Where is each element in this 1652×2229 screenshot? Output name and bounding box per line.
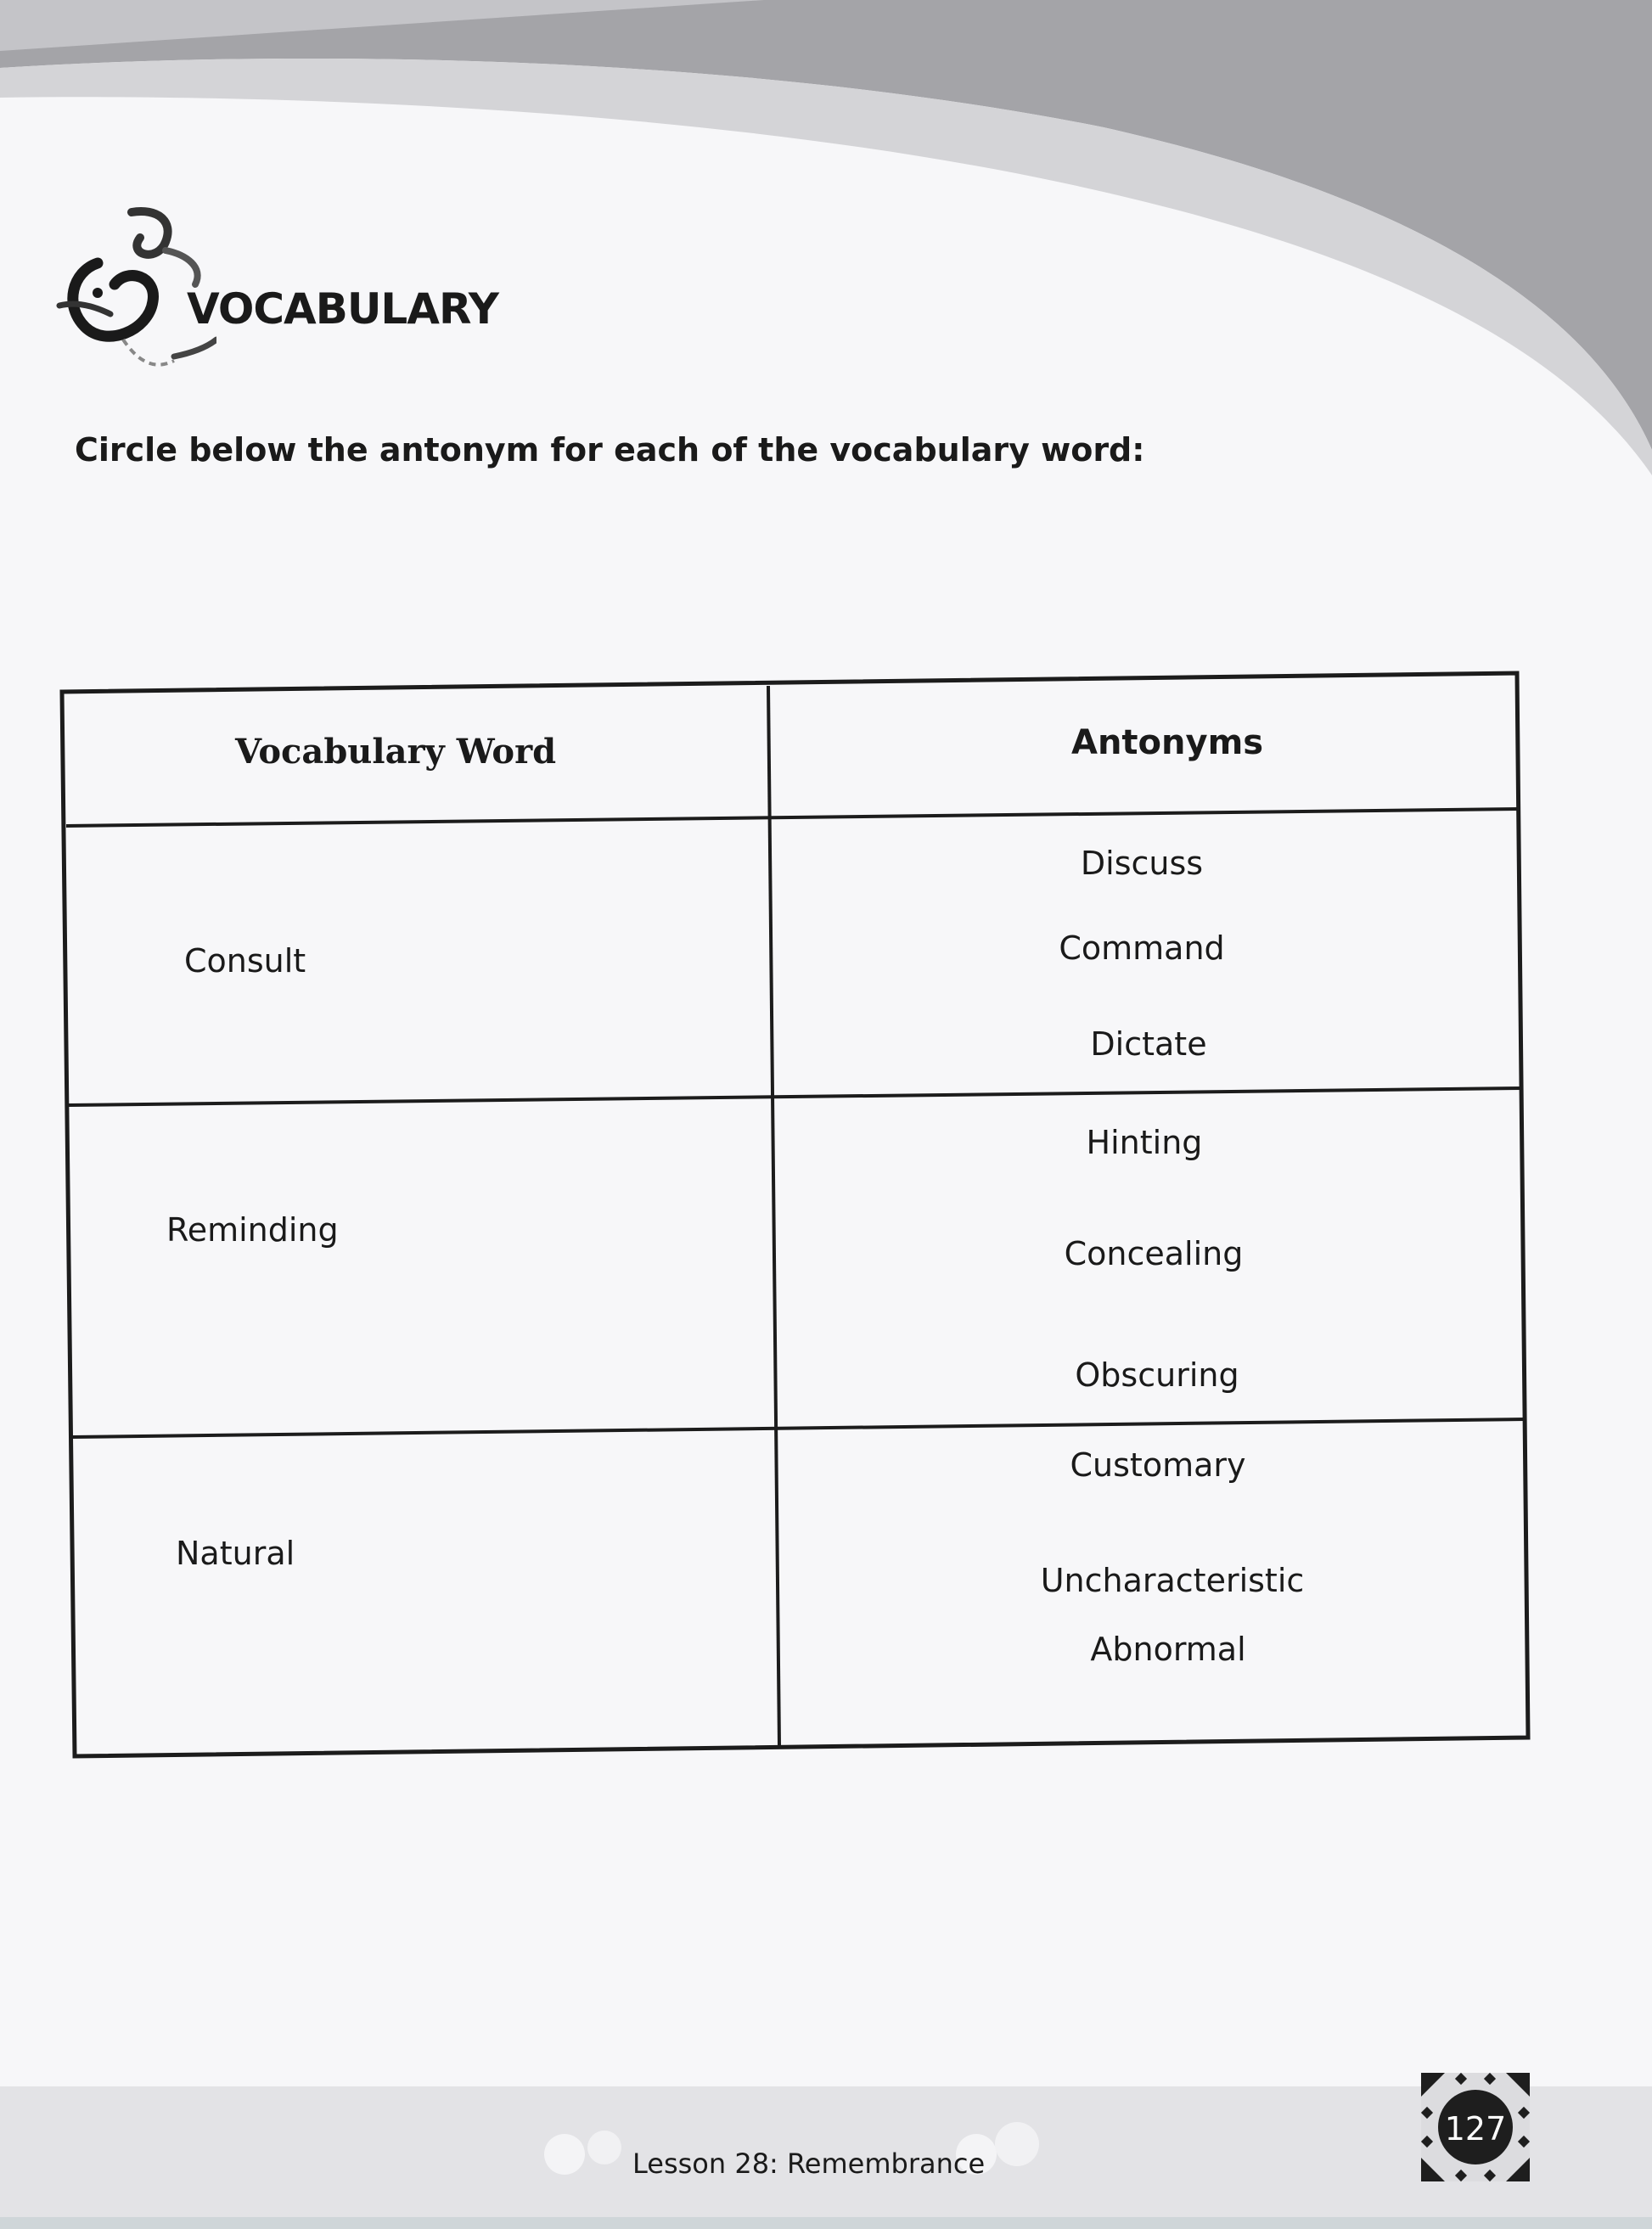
lesson-label: Lesson 28: Remembrance — [632, 2148, 986, 2180]
footer-dot — [544, 2134, 585, 2175]
vocab-word-reminding: Reminding — [166, 1211, 339, 1249]
vocab-word-natural: Natural — [176, 1535, 295, 1572]
antonym-option[interactable]: Abnormal — [1090, 1631, 1246, 1668]
footer-dot — [995, 2122, 1039, 2166]
antonym-option[interactable]: Command — [1059, 929, 1225, 967]
footer-band-edge — [0, 2217, 1652, 2229]
antonym-option[interactable]: Dictate — [1090, 1025, 1207, 1063]
antonym-option[interactable]: Customary — [1070, 1446, 1246, 1484]
antonym-option[interactable]: Concealing — [1064, 1235, 1244, 1272]
section-title: VOCABULARY — [187, 284, 498, 334]
instruction-text: Circle below the antonym for each of the vocabulary word: — [75, 431, 1145, 469]
antonym-option[interactable]: Hinting — [1086, 1124, 1203, 1161]
section-header — [47, 204, 498, 382]
antonym-option[interactable]: Discuss — [1080, 845, 1204, 882]
vocab-word-consult: Consult — [184, 942, 306, 980]
header-antonyms: Antonyms — [1071, 723, 1264, 762]
footer-dot — [587, 2131, 621, 2164]
antonym-option[interactable]: Obscuring — [1075, 1356, 1239, 1394]
header-vocabulary-word: Vocabulary Word — [235, 732, 557, 772]
page-number: 127 — [1444, 2110, 1507, 2148]
antonym-option[interactable]: Uncharacteristic — [1040, 1562, 1305, 1599]
